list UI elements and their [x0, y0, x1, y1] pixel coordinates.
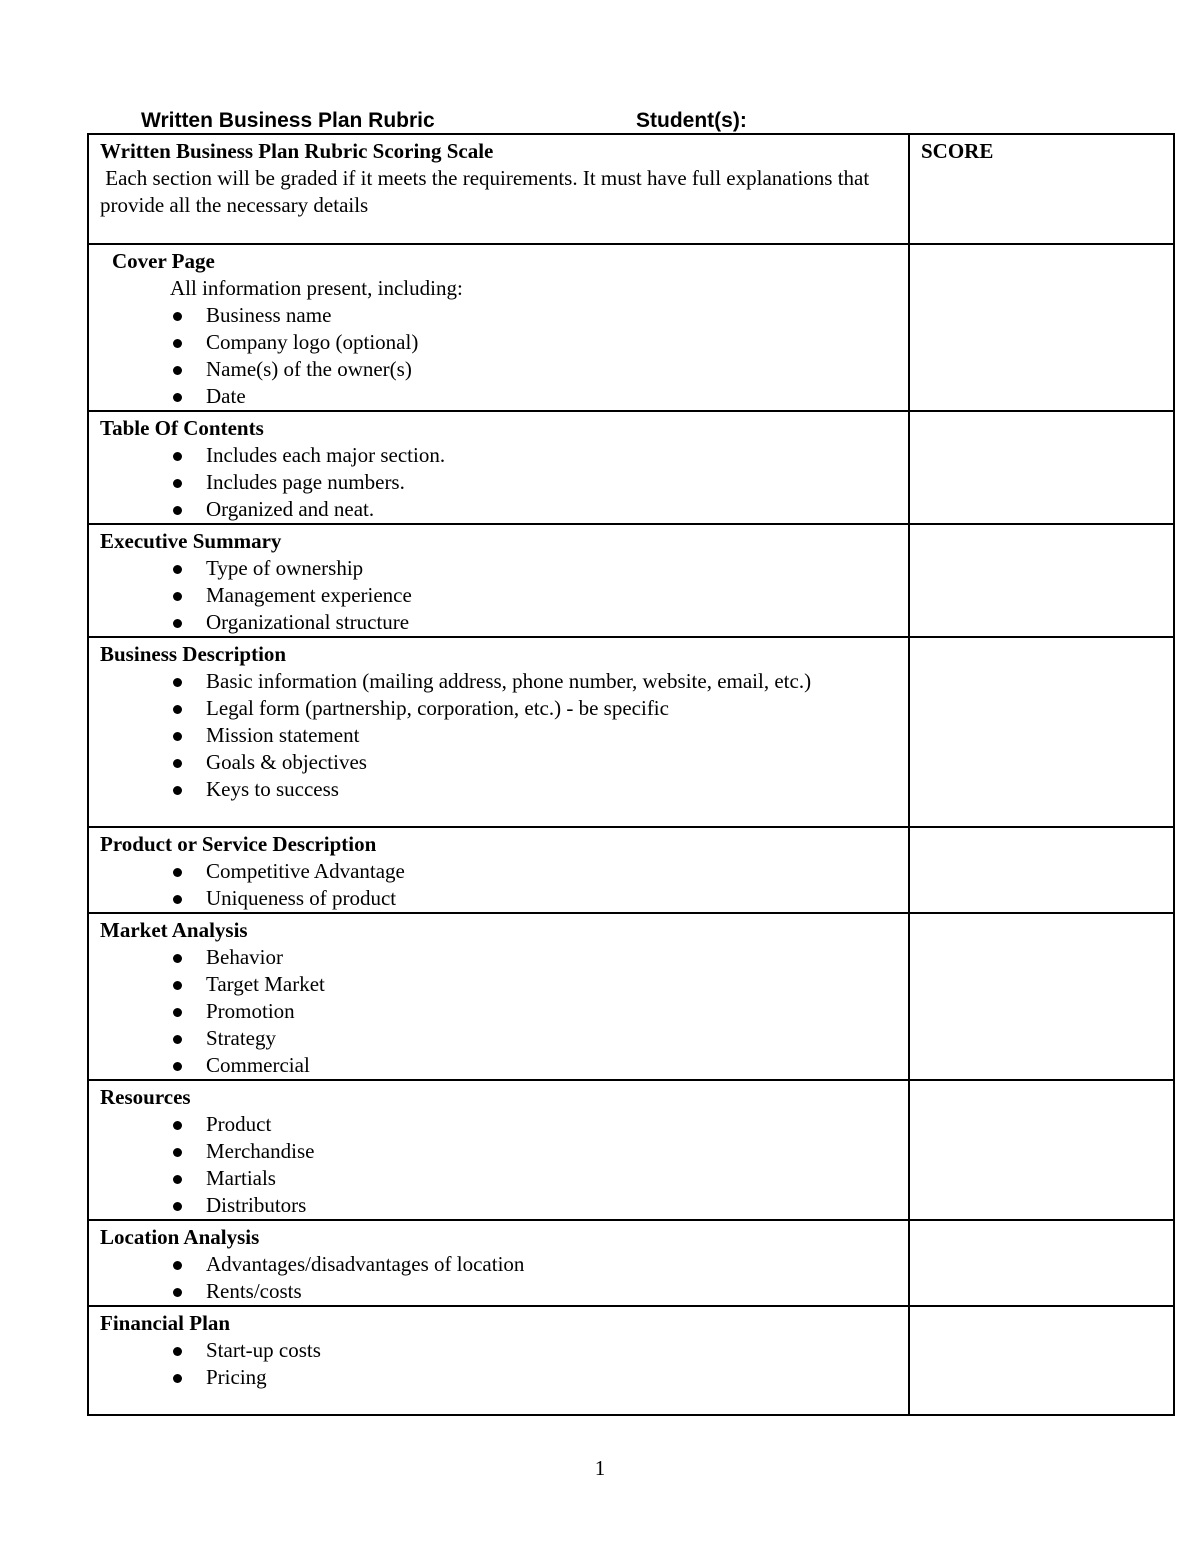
criteria-item: Type of ownership — [100, 555, 908, 582]
criteria-item: Promotion — [100, 998, 908, 1025]
section-row-executive-summary — [88, 524, 1174, 637]
page-number: 1 — [594, 1456, 606, 1480]
section-row-location-analysis — [88, 1220, 1174, 1306]
criteria-item: Target Market — [100, 971, 908, 998]
criteria-list — [100, 668, 908, 803]
criteria-item: Competitive Advantage — [100, 858, 908, 885]
criteria-item: Date — [100, 383, 908, 410]
criteria-item: Uniqueness of product — [100, 885, 908, 912]
section-title: Financial Plan — [100, 1311, 231, 1335]
document-title: Written Business Plan Rubric — [141, 109, 435, 132]
criteria-cell — [88, 1220, 909, 1306]
score-cell[interactable] — [909, 827, 1174, 913]
score-cell[interactable] — [909, 1306, 1174, 1415]
criteria-item: Mission statement — [100, 722, 908, 749]
section-row-market-analysis — [88, 913, 1174, 1080]
criteria-item: Strategy — [100, 1025, 908, 1052]
score-cell[interactable] — [909, 524, 1174, 637]
criteria-cell — [88, 827, 909, 913]
rubric-table — [87, 133, 1175, 1416]
score-cell[interactable] — [909, 244, 1174, 411]
criteria-item: Name(s) of the owner(s) — [100, 356, 908, 383]
criteria-list — [100, 442, 908, 523]
criteria-cell — [88, 524, 909, 637]
criteria-item: Pricing — [100, 1364, 908, 1391]
criteria-cell — [88, 913, 909, 1080]
table-header-row — [88, 134, 1174, 244]
section-title: Resources — [100, 1085, 191, 1109]
criteria-item: Basic information (mailing address, phone number, website, email, etc.) — [100, 668, 908, 695]
score-cell[interactable] — [909, 637, 1174, 827]
criteria-item: Management experience — [100, 582, 908, 609]
criteria-item: Commercial — [100, 1052, 908, 1079]
criteria-list — [100, 1337, 908, 1391]
score-cell[interactable] — [909, 913, 1174, 1080]
criteria-item: Business name — [100, 302, 908, 329]
criteria-item: Rents/costs — [100, 1278, 908, 1305]
criteria-cell — [88, 411, 909, 524]
criteria-list — [100, 858, 908, 912]
criteria-item: Merchandise — [100, 1138, 908, 1165]
criteria-cell — [88, 244, 909, 411]
criteria-list — [100, 302, 908, 410]
criteria-item: Distributors — [100, 1192, 908, 1219]
score-cell[interactable] — [909, 1220, 1174, 1306]
scoring-scale-heading: Written Business Plan Rubric Scoring Scale — [100, 139, 494, 163]
criteria-item: Includes each major section. — [100, 442, 908, 469]
section-intro: All information present, including: — [170, 276, 463, 300]
score-header-cell — [909, 134, 1174, 244]
criteria-list — [100, 555, 908, 636]
section-title: Table Of Contents — [100, 416, 264, 440]
score-cell[interactable] — [909, 411, 1174, 524]
criteria-item: Includes page numbers. — [100, 469, 908, 496]
scoring-scale-description: Each section will be graded if it meets the requirements. It must have full explanations that provide all the necessary details — [100, 166, 870, 217]
section-row-resources — [88, 1080, 1174, 1220]
criteria-item: Legal form (partnership, corporation, etc.) - be specific — [100, 695, 908, 722]
section-title: Market Analysis — [100, 918, 248, 942]
criteria-cell — [88, 637, 909, 827]
criteria-item: Company logo (optional) — [100, 329, 908, 356]
section-row-product-or-service — [88, 827, 1174, 913]
criteria-item: Organizational structure — [100, 609, 908, 636]
scoring-scale-cell — [88, 134, 909, 244]
section-row-business-description — [88, 637, 1174, 827]
criteria-item: Start-up costs — [100, 1337, 908, 1364]
section-title: Cover Page — [112, 249, 215, 273]
section-title: Executive Summary — [100, 529, 282, 553]
section-row-cover-page — [88, 244, 1174, 411]
criteria-item: Organized and neat. — [100, 496, 908, 523]
score-cell[interactable] — [909, 1080, 1174, 1220]
document-header — [0, 107, 1200, 135]
score-header: SCORE — [921, 139, 994, 163]
section-row-financial-plan — [88, 1306, 1174, 1415]
criteria-cell — [88, 1080, 909, 1220]
criteria-cell — [88, 1306, 909, 1415]
criteria-item: Product — [100, 1111, 908, 1138]
criteria-item: Goals & objectives — [100, 749, 908, 776]
student-label: Student(s): — [636, 109, 747, 132]
section-row-table-of-contents — [88, 411, 1174, 524]
criteria-item: Martials — [100, 1165, 908, 1192]
section-title: Product or Service Description — [100, 832, 377, 856]
section-title: Business Description — [100, 642, 287, 666]
criteria-list — [100, 944, 908, 1079]
criteria-item: Advantages/disadvantages of location — [100, 1251, 908, 1278]
criteria-list — [100, 1111, 908, 1219]
criteria-list — [100, 1251, 908, 1305]
section-title: Location Analysis — [100, 1225, 260, 1249]
criteria-item: Keys to success — [100, 776, 908, 803]
criteria-item: Behavior — [100, 944, 908, 971]
